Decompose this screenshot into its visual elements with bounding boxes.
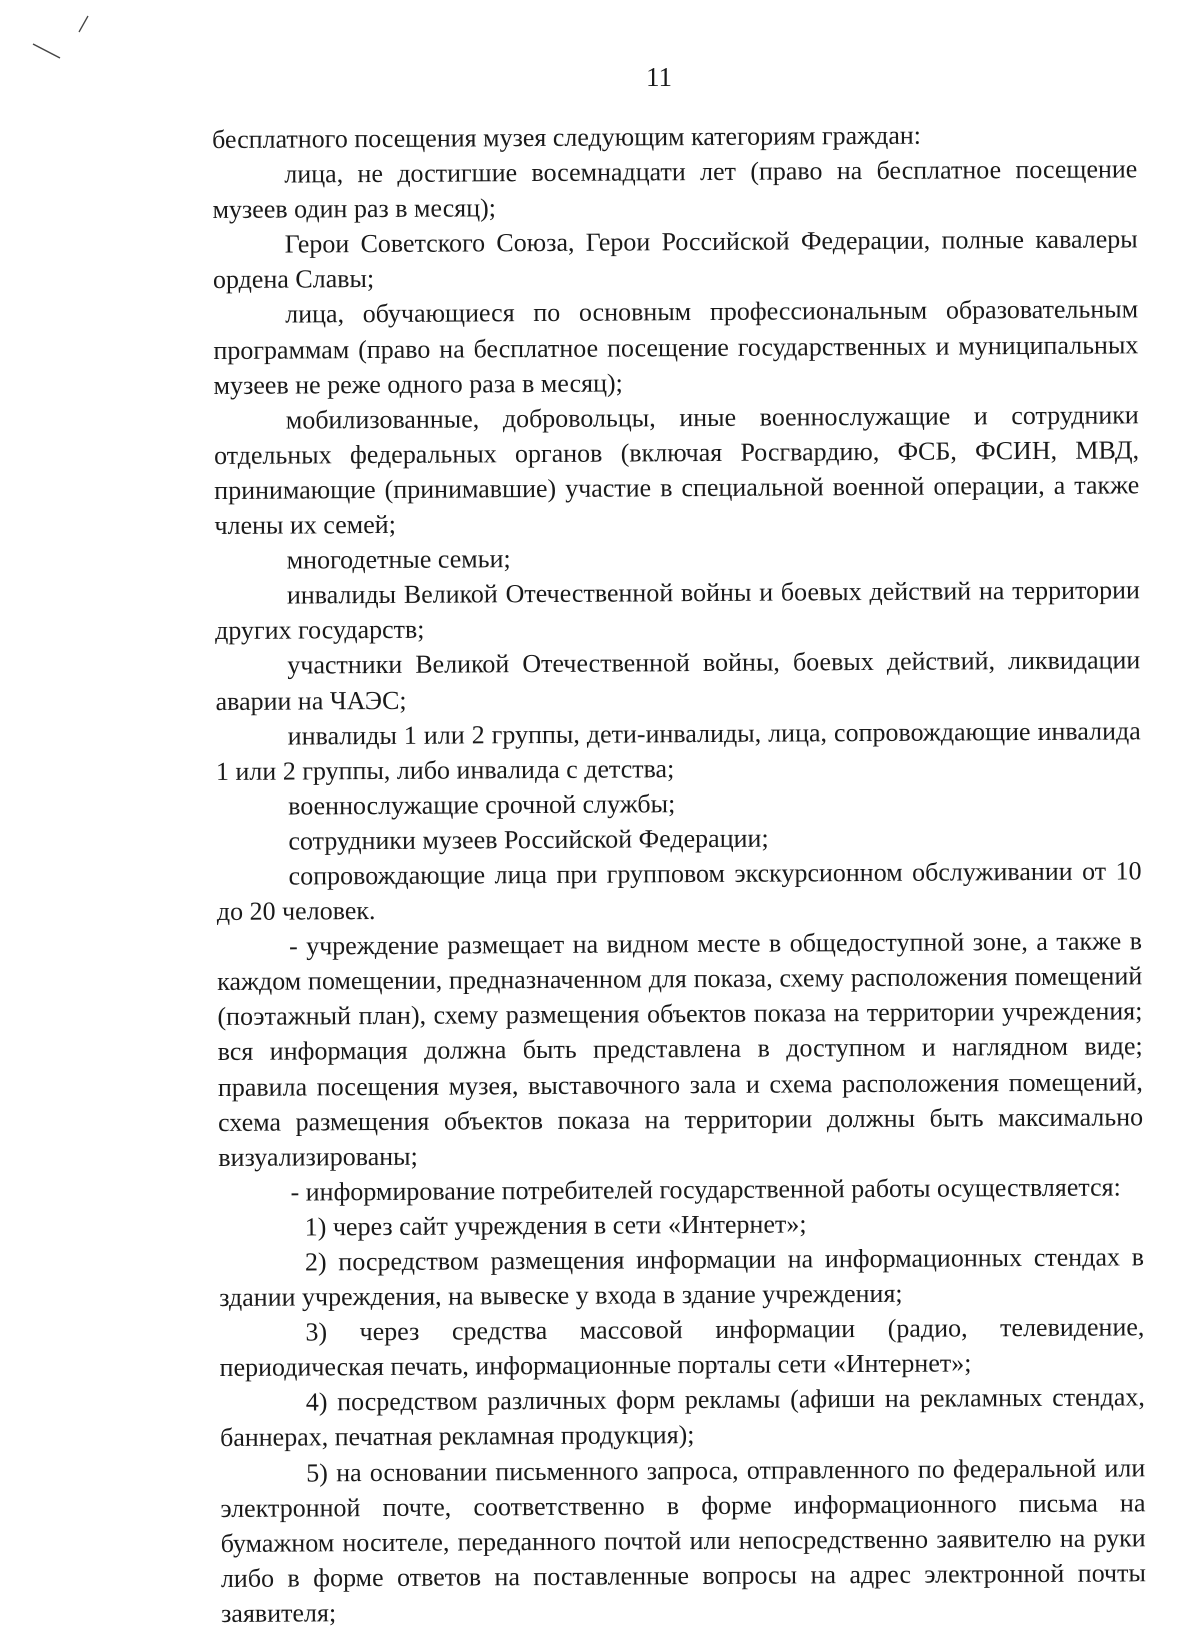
numbered-item: 3) через средства массовой информации (радио, телевидение, периодическая печать, информационные порталы сети «Интернет»;	[219, 1312, 1145, 1383]
paragraph: мобилизованные, добровольцы, иные военнослужащие и сотрудники отдельных федеральных органов (включая Росгвардию, ФСБ, ФСИН, МВД, принимающие (принимавшие) участие в специальной военной операции, а также члены их семей;	[213, 400, 1140, 541]
paragraph: лица, не достигшие восемнадцати лет (право на бесплатное посещение музеев один раз в месяц);	[212, 154, 1138, 225]
paragraph: сотрудники музеев Российской Федерации;	[288, 823, 769, 856]
numbered-item: 4) посредством различных форм рекламы (афиши на рекламных стендах, баннерах, печатная рекламная продукция);	[219, 1382, 1145, 1453]
numbered-item: 5) на основании письменного запроса, отправленного по федеральной или электронной почте, соответственно в форме информационного письма на бумажном носителе, переданного почтой или непосредственно заявителю на руки либо в форме ответов на поставленные вопросы на адрес электронной почты заявителя;	[220, 1452, 1146, 1628]
scan-mark-short	[79, 16, 88, 32]
page-number: 11	[646, 62, 672, 92]
paragraph: лица, обучающиеся по основным профессиональным образовательным программам (право на бесплатное посещение государственных и муниципальных музеев не реже одного раза в месяц);	[213, 294, 1139, 400]
paragraph: военнослужащие срочной службы;	[288, 788, 676, 821]
paragraph: бесплатного посещения музея следующим категориям граждан:	[212, 120, 922, 154]
scan-mark-long	[33, 44, 60, 58]
paragraph: - информирование потребителей государственной работы осуществляется:	[290, 1172, 1121, 1207]
numbered-item: 2) посредством размещения информации на информационных стендах в здании учреждения, на вывеске у входа в здание учреждения;	[219, 1242, 1145, 1313]
numbered-item: 1) через сайт учреждения в сети «Интернет»;	[304, 1209, 807, 1242]
paragraph: Герои Советского Союза, Герои Российской Федерации, полные кавалеры ордена Славы;	[212, 224, 1138, 295]
document-body	[212, 116, 1146, 1631]
paragraph: многодетные семьи;	[286, 544, 511, 575]
paragraph: инвалиды 1 или 2 группы, дети-инвалиды, лица, сопровождающие инвалида 1 или 2 группы, либо инвалида с детства;	[215, 715, 1141, 786]
paragraph: инвалиды Великой Отечественной войны и боевых действий на территории других государств;	[215, 575, 1140, 646]
paragraph: участники Великой Отечественной войны, боевых действий, ликвидации аварии на ЧАЭС;	[215, 645, 1141, 716]
paragraph: - учреждение размещает на видном месте в общедоступной зоне, а также в каждом помещении, предназначенном для показа, схему расположения помещений (поэтажный план), схему размещения объектов показа на территории учреждения; вся информация должна быть представлена в доступном и наглядном виде; правила посещения музея, выставочного зала и схема расположения помещений, схема размещения объектов показа на территории должны быть максимально визуализированы;	[217, 926, 1144, 1172]
paragraph: сопровождающие лица при групповом экскурсионном обслуживании от 10 до 20 человек.	[216, 856, 1142, 927]
